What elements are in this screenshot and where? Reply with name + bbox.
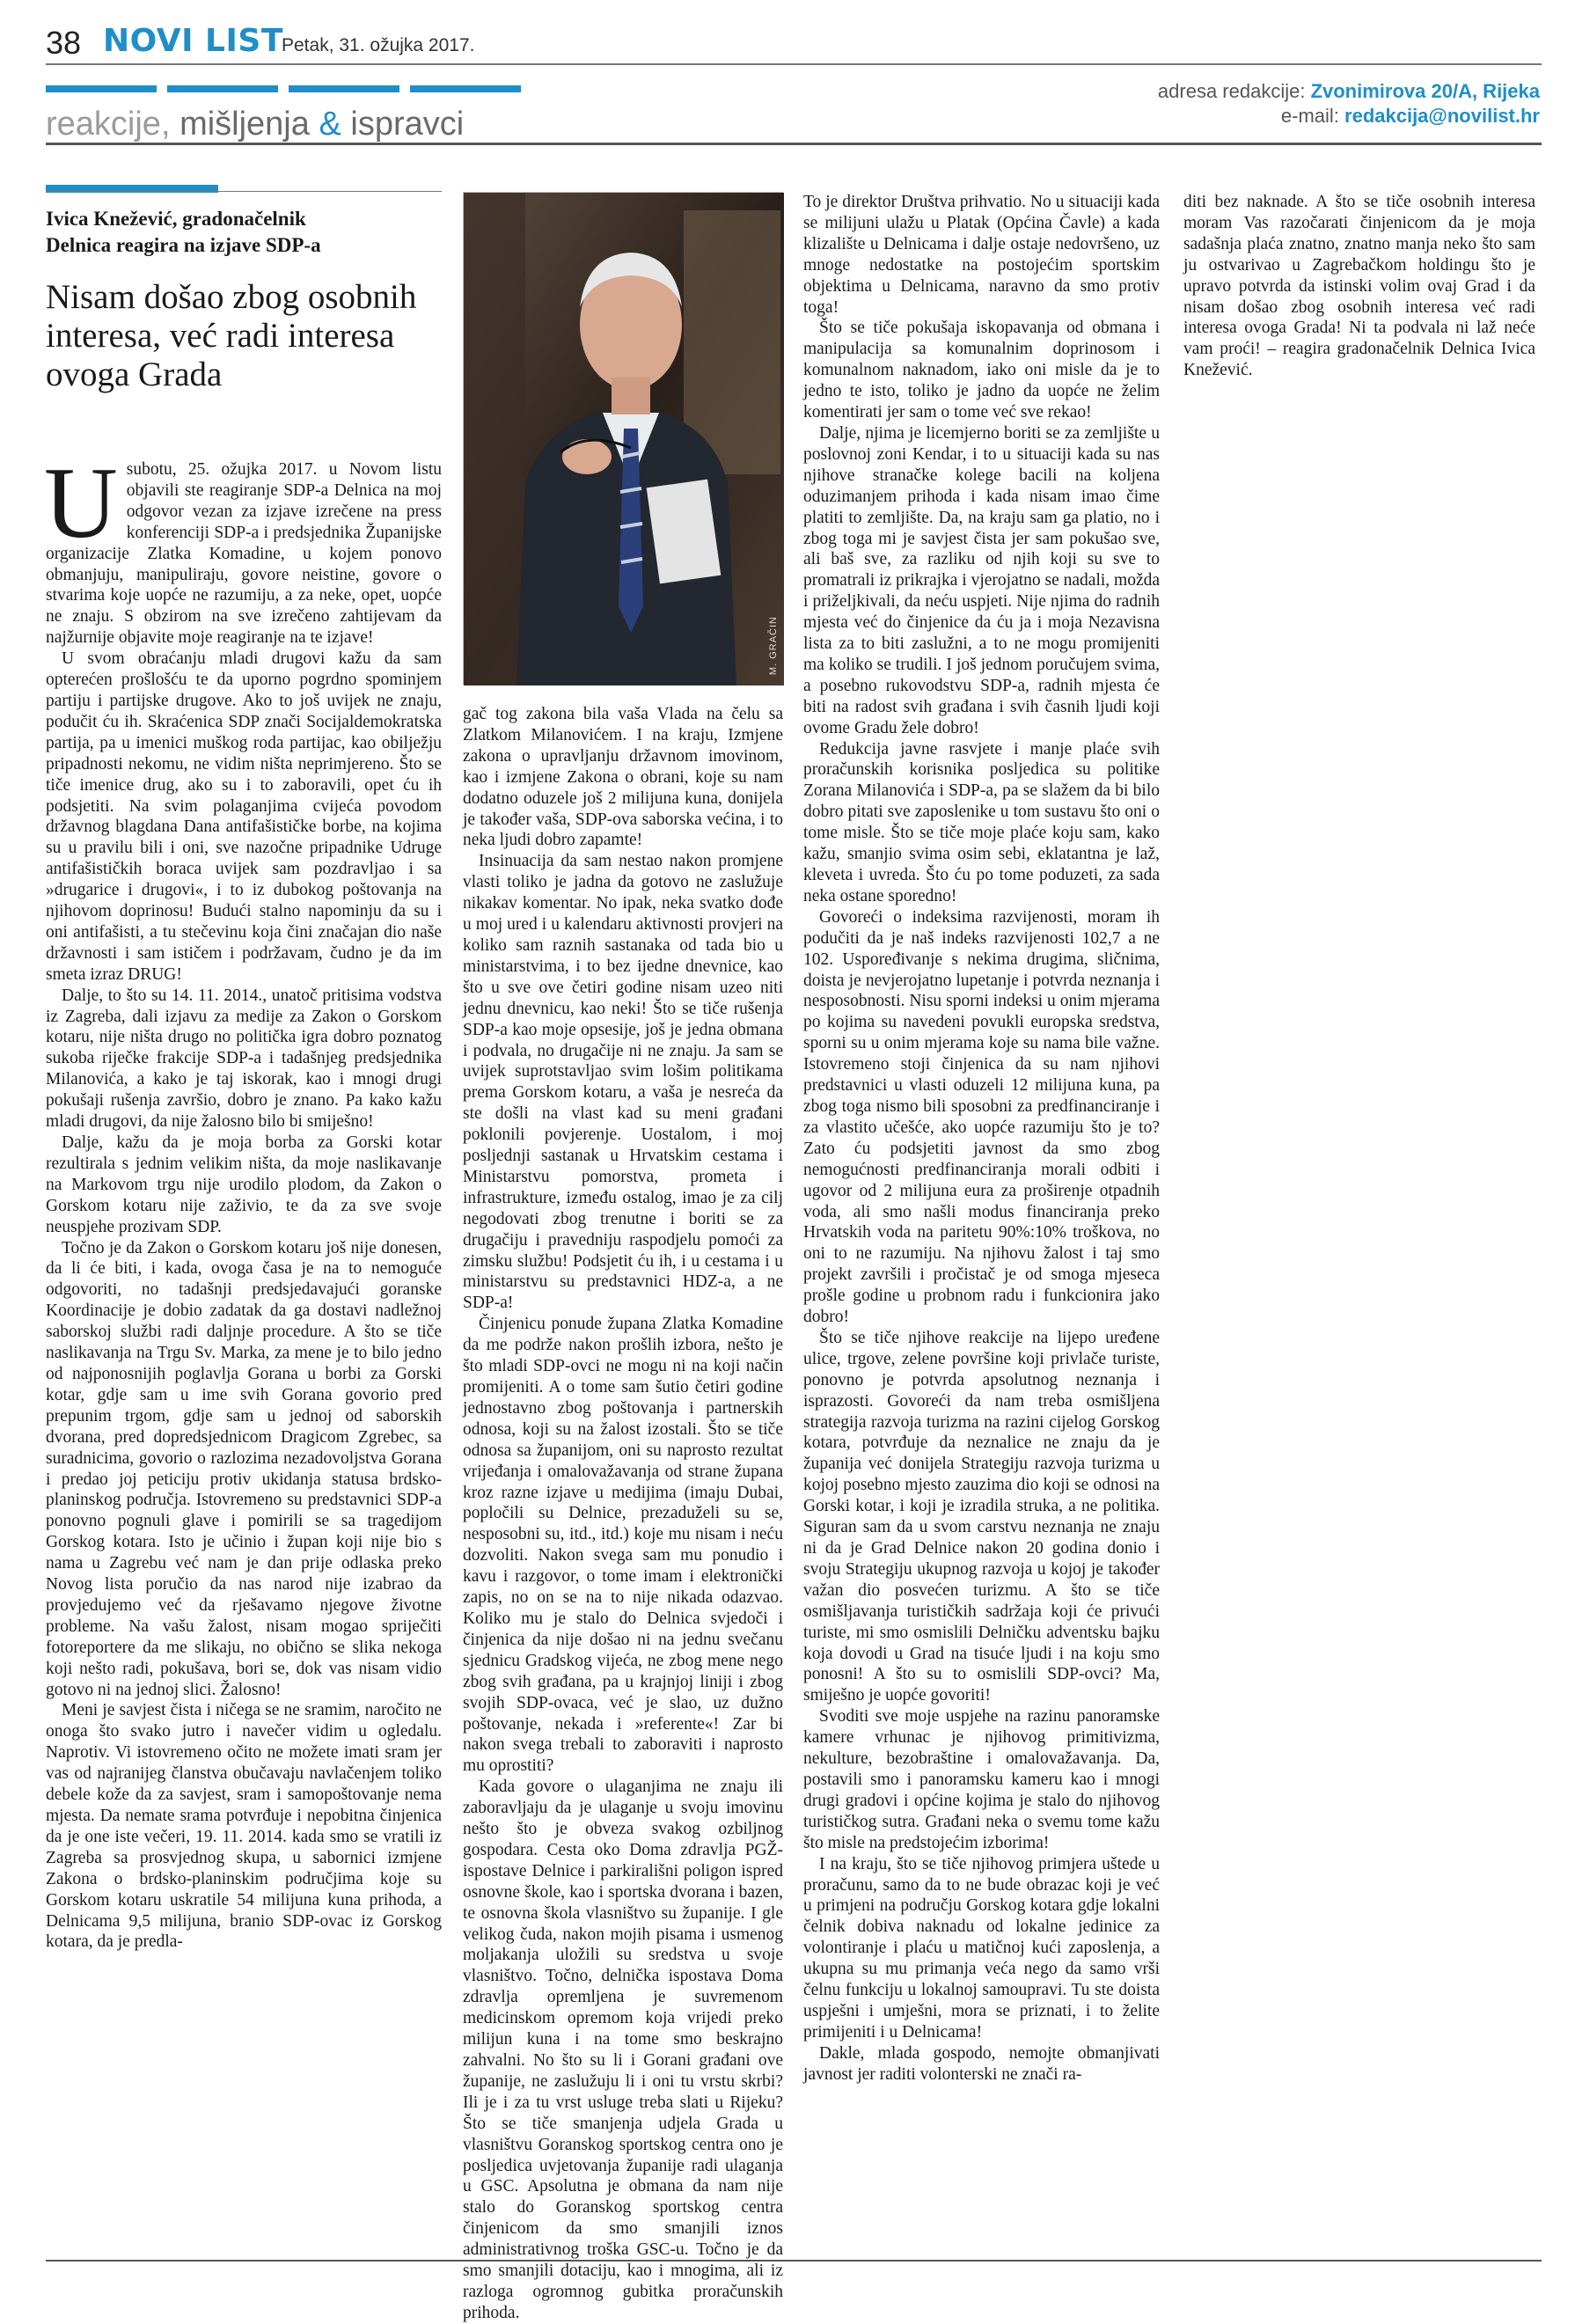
article-paragraph: Što se tiče pokušaja iskopavanja od obmana i manipulacija sa komunalnim doprinosom i komunalnom naknadom, iako oni misle da je to jedno te isto, toliko je jadno da uopće ne želim komentirati jer sam o tome već sve rekao! (803, 319, 1160, 422)
article-paragraph: Kada govore o ulaganjima ne znaju ili zaboravljaju da je ulaganje u svoju imovinu nešto što je obveza svakog ozbiljnog gospodara. Cesta oko Doma zdravlja PGŽ-ispostave Delnice i parkirališni poligon ispred osnovne škole, kao i sportska dvorana i bazen, te osnovna škola vlasništvo su županije. I gle velikog čuda, nakon mojih pisama i usmenog moljakanja uložili su sredstva u svoje vlasništvo. Točno, delnička ispostava Doma zdravlja opremljena je suvremenom medicinskom opremom koja vrijedi preko milijun kuna i na tome smo beskrajno zahvalni. No što su li i Gorani građani ove županije, ne zaslužuju li i oni tu vrstu skrbi? Ili je i za tu vrst usluge treba slati u Rijeku? Što se tiče smanjenja udjela Grada u vlasništvu Goranskog sportskog centra ono je posljedica uvjetovanja županije radi ulaganja u GSC. Apsolutna je obmana da nam nije stalo do Goranskog sportskog centra činjenicom da smo smanjili iznos administrativnog troška GSC-u. Točno je da smo smanjili dotaciju, kao i mnogima, ali iz razloga ogromnog gubitka proračunskih prihoda. (463, 1778, 783, 2322)
article-paragraph: Činjenicu ponude župana Zlatka Komadine da me podrže nakon prošlih izbora, nešto je što mladi SDP-ovci ne mogu ni na koji način promijeniti. A o tome sam šutio četiri godine jednostavno zbog poštovanja i partnerskih odnosa, koji su na žalost izostali. Što se tiče odnosa sa županijom, oni su naprosto rezultat vrijeđanja i omalovažavanja od strane župana kroz razne izjave u medijima (imaju Dubai, popločili su Delnice, prezaduželi su se, nesposobni su, itd., itd.) koje mu nisam i neću dozvoliti. Nakon svega sam mu ponudio i kavu i razgovor, o tome imam i elektronički zapis, no on se na to nije nikada odazvao. Koliko mu je stalo do Delnica svjedoči i činjenica da nije došao ni na jednu svečanu sjednicu Gradskog vijeća, ne zbog mene nego zbog svih građana, pa u krajnjoj liniji i zbog svojih SDP-ovaca, već je slao, uz dužno poštovanje, nekada i »referente«! Zar bi nakon svega trebali to zaboraviti i naprosto mu oprostiti? (463, 1315, 783, 1776)
editorial-contact (1158, 79, 1540, 128)
portrait-illustration (464, 193, 784, 685)
address-value: Zvonimirova 20/A, Rijeka (1310, 80, 1540, 102)
article-paragraph: Dalje, kažu da je moja borba za Gorski kotar rezultirala s jednim velikim ništa, da moje naslikavanje na Markovom trgu nije urodilo plodom, da Zakon o Gorskom kotaru nije zaživio, te da za sve svoje neuspjehe prozivam SDP. (46, 1133, 442, 1236)
section-divider (46, 143, 1542, 145)
article-paragraph: Govoreći o indeksima razvijenosti, moram ih podučiti da je naš indeks razvijenosti 102,7 a ne 102. Uspoređivanje s nekima drugima, sličnima, doista je nevjerojatno lupetanje i potvrda neznanja i nesposobnosti. Nisu sporni indeksi u onim mjerama po kojima su navedeni povukli europska sredstva, sporni su u onim mjerama koje su nama bile važne. Istovremeno stoji činjenica da su nam njihovi predstavnici u vlasti oduzeli 12 milijuna kuna, pa zbog toga nismo bili sposobni za predfinanciranje i za vlastito učešće, ako uopće razumiju što je to? Zato ću podsjetiti javnost da smo zbog nemogućnosti predfinanciranja morali odbiti i ugovor od 2 milijuna eura za proširenje otpadnih voda, ali smo našli modus financiranja preko Hrvatskih voda na paritetu 90%:10% troškova, no oni to ne razumiju. Na njihovu žalost i taj smo projekt završili i pročistač je od smoga mjeseca prošle godine u probnom radu i funkcionira jako dobro! (803, 907, 1160, 1327)
article-paragraph: diti bez naknade. A što se tiče osobnih interesa moram Vas razočarati činjenicom da je moja sadašnja plaća znatno, znatno manja neko što sam ju ostvarivao u Zagrebačkom holdingu što je upravo potvrda da istinski volim ovaj Grad i da nisam došao zbog osobnih interesa već radi interesa ovoga Grada! Ni ta podvala ni laž neće vam proći! – reagira gradonačelnik Delnica Ivica Knežević. (1183, 193, 1535, 380)
article-paragraph: Dakle, mlada gospodo, nemojte obmanjivati javnost jer raditi volonterski ne znači ra- (803, 2043, 1160, 2084)
article-kicker (46, 206, 442, 259)
page-number: 38 (46, 25, 82, 61)
kicker-divider (46, 191, 442, 192)
photo-credit: M. GRAČIN (768, 615, 779, 675)
article-photo (463, 192, 783, 685)
article-column-2 (463, 704, 783, 2324)
article-paragraph: subotu, 25. ožujka 2017. u Novom listu objavili ste reagiranje SDP-a Delnica na moj odgovor vezan za izjave izrečene na press konferenciji SDP-a i predsjednika Županijske organizacije Zlatka Komadine, u kojem ponovo obmanjuju, manipuliraju, govore neistine, govore o stvarima koje uopće ne razumiju, a za neke, opet, uopće ne znaju. S obzirom na sve izrečeno zahtijevam da najžurnije objavite moje reagiranje na te izjave! (46, 460, 442, 648)
article-paragraph: Dalje, to što su 14. 11. 2014., unatoč pritisima vodstva iz Zagreba, dali izjavu za medije za Zakon o Gorskom kotaru, nije ništa drugo no politička igra dobro poznatog sukoba riječke frakcije SDP-a i tadašnjeg predsjednika Milanovića, a kako je taj iskorak, kao i mnogi drugi pokušaji rušenja završio, dobro je znano. Pa kako kažu mladi drugovi, da nije žalosno bilo bi smiješno! (46, 986, 442, 1132)
email-link[interactable]: redakcija@novilist.hr (1344, 105, 1540, 127)
section-accent-bars (46, 85, 538, 94)
article-paragraph: Meni je savjest čista i ničega se ne sramim, naročito ne onoga što svako jutro i navečer vidim u ogledalu. Naprotiv. Vi istovremeno očito ne možete imati sram jer vas od najranijeg članstva obučavaju navlačenjem toliko debele kože da za savjest, sram i samopoštovanje nema mjesta. Da nemate srama potvrđuje i nepobitna činjenica da je one iste večeri, 19. 11. 2014. kada smo se vratili iz Zagreba sa prosvjednog skupa, u sabornici izmjene Zakona o brdsko-planinskim područjima koje su Gorskom kotaru uskratile 54 milijuna kuna prihoda, a Delnicama 9,5 milijuna, branio SDP-ovac iz Gorskog kotara, da je predla- (46, 1701, 442, 1952)
article-paragraph: To je direktor Društva prihvatio. No u situaciji kada se milijuni ulažu u Platak (Općina Čavle) a kada klizalište u Delnicama i dalje ostaje nedovršeno, uz mnoge nedostatke na postojećim sportskim objektima u Delnicama, naravno da smo protiv toga! (803, 193, 1160, 317)
section-title-amp: & (319, 106, 341, 143)
article-paragraph: gač tog zakona bila vaša Vlada na čelu sa Zlatkom Milanovićem. I na kraju, Izmjene zakona o upravljanju državnom imovinom, kao i izmjene Zakona o obrani, koje su nam dodatno oduzele još 2 milijuna kuna, donijela je također vaša, SDP-ova saborska većina, i to neka ljudi dobro zapamte! (463, 705, 783, 850)
article-paragraph: Što se tiče njihove reakcije na lijepo uređene ulice, trgove, zelene površine koji privlače turiste, ponovno je potvrda apsolutnog neznanja i isprazosti. Govoreći da nam treba osmišljena strategija razvoja turizma na razini cijelog Gorskog kotara, potvrđuje da neznalice ne znaju da je županija već donijela Strategiju razvoja turizma u kojoj posebno mjesto zauzima dio koji se odnosi na Gorski kotar, i koji je izradila struka, a ne politika. Siguran sam da u svom carstvu neznanja ne znaju ni da je Grad Delnice nakon 20 godina donio i svoju Strategiju ukupnog razvoja u kojoj je također važan dio posvećen turizmu. A što se tiče osmišljavanja turističkih sadržaja koji će privući turiste, mi smo osmislili Delničku adventsku bajku koja dovodi u Grad na tisuće ljudi i na koju smo ponosni! A što su to osmislili SDP-ovci? Ma, smiješno je uopće govoriti! (803, 1328, 1160, 1705)
masthead-bar (46, 25, 1542, 65)
drop-cap: U (44, 447, 118, 560)
article-paragraph: Svoditi sve moje uspjehe na razinu panoramske kamere vrhunac je njihovog primitivizma, nekulture, bezobraštine i omalovažavanja. Da, postavili smo i panoramsku kameru kao i mnogi drugi gradovi i općine kojima je stalo do njihovog turističkog sutra. Građani neka o svemu tome kažu što misle na predstojećim izborima! (803, 1707, 1160, 1852)
section-title-part1: reakcije, (46, 106, 171, 143)
header-divider (46, 63, 1542, 65)
newspaper-logo: NOVI LIST (103, 23, 283, 59)
article-headline: Nisam došao zbog osobnih interesa, već radi interesa ovoga Grada (46, 278, 417, 393)
article-paragraph: U svom obraćanju mladi drugovi kažu da sam opterećen prošlošću te da uporno pogrdno spominjem partiju i partijske drugove. Ako to još uvijek ne znaju, podučit ću ih. Skraćenica SDP znači Socijaldemokratska partija, pa u imenici muškog roda partijac, kao obilježju pripadnosti nekomu, ne vidim ništa neprimjereno. Što se tiče imenice drug, ako su i to zaboravili, opet ću ih podsjetiti. Na svim polaganjima cvijeća povodom državnog blagdana Dana antifašističke borbe, na kojima su u pravilu bili i oni, sve nazočne pripadnike Udruge antifašističkih boraca uvijek sam pozdravljao i sa »drugarice i drugovi«, i to iz dubokog poštovanja na njihovom doprinosu! Budući stalno napominju da su i oni antifašisti, a tu stečevinu koja čini značajan dio naše državnosti i sam ističem i podržavam, čudno je da im smeta izraz DRUG! (46, 649, 442, 984)
article-paragraph: Insinuacija da sam nestao nakon promjene vlasti toliko je jadna da gotovo ne zaslužuje nikakav komentar. No ipak, neka svatko dođe u moj ured i u kalendaru aktivnosti provjeri na koliko sam raznih sastanaka od tada bio u ministarstvima, i to bez ijedne dnevnice, kao što u sve ove četiri godine nisam uzeo niti jednu dnevnicu, kao neki! Što se tiče rušenja SDP-a kao moje opsesije, još je jedna obmana i podvala, no drugačije ni ne znaju. Ja sam se uvijek suprotstavljao svim lošim politikama prema Gorskom kotaru, a vaša je nesreća da ste došli na vlast kad su meni građani poklonili povjerenje. Uostalom, i moj posljednji sastanak u Hrvatskim cestama i Ministarstvu pomorstva, prometa i infrastrukture, između ostalog, imao je za cilj negodovati zbog trenutne i boriti se za drugačiju i pravedniju raspodjelu pomoći za zimsku službu! Podsjetit ću ih, i u cestama i u ministarstvu su predstavnici HDZ-a, a ne SDP-a! (463, 852, 783, 1313)
article-paragraph: Redukcija javne rasvjete i manje plaće svih proračunskih korisnika posljedica su politike Zorana Milanovića i SDP-a, pa se slažem da bi bilo dobro pitati sve zaposlenike u tom sustavu što oni o tome misle. Što se tiče moje plaće koju sam, kako kažu, smanjio svima osim sebi, eklatantna je laž, kleveta i uvreda. Što ću po tome poduzeti, za sada neka ostane sporedno! (803, 739, 1160, 905)
article-paragraph: Dalje, njima je licemjerno boriti se za zemljište u poslovnoj zoni Kendar, i to u situaciji kada su nas njihove stranačke kolege bacili na koljena oduzimanjem prihoda i kada nisam imao čime platiti to zemljište. Da, na kraju sam ga platio, no i zbog toga mi je savjest čista jer sam pokušao sve, ali baš sve, za razliku od njih koji su sve to promatrali iz prikrajka i vjerojatno se nadali, možda i priželjkivali, da neću uspjeti. Nije njima do radnih mjesta već do činjenice da ću ja i moja Nezavisna lista za to biti zaslužni, a to ne mogu promijeniti ma koliko se trudili. I još jednom poručujem svima, a posebno rukovodstvu SDP-a, radnih mjesta će biti na radost svih građana i svih časnih ljudi koji ovome Gradu žele dobro! (803, 423, 1161, 737)
article-column-3 (803, 192, 1160, 2086)
article-column-1 (44, 447, 442, 1953)
issue-date: Petak, 31. ožujka 2017. (282, 35, 475, 55)
kicker-line-2: Delnica reagira na izjave SDP-a (46, 234, 321, 256)
article-column-4 (1183, 192, 1535, 381)
email-label: e-mail: (1280, 105, 1345, 127)
article-paragraph: I na kraju, što se tiče njihovog primjera uštede u proračunu, samo da to ne bude obrazac koji je već u primjeni na području Gorskog kotara gdje lokalni čelnik dobiva naknadu od lokalne jedinice za volontiranje i plaću u matičnoj kući zaposlenja, a ukupna su mu primanja veća nego da samo vrši čelnu funkciju u lokalnoj samoupravi. Tu ste doista uspješni i umješni, mora se priznati, i to želite primijeniti i u Delnicama! (803, 1854, 1160, 2042)
address-label: adresa redakcije: (1157, 80, 1311, 102)
footer-divider (46, 2260, 1542, 2262)
article-paragraph: Točno je da Zakon o Gorskom kotaru još nije donesen, da li će biti, i kada, ovoga časa je na to nemoguće odgovoriti, no tadašnji predsjedavajući goranske Koordinacije je dobio zadatak da ga dostavi nadležnoj saborskoj službi radi daljnje procedure. A što se tiče naslikavanja na Trgu Sv. Marka, za mene je to bilo jedno od najponosnijih poglavlja Gorana u borbi za Gorski kotar, gdje sam u ime svih Gorana govorio pred prepunim trgom, gdje sam u jednoj od saborskih dvorana, pred dopredsjednicom Dragicom Zgrebec, sa suradnicima, govorio o razlozima nezadovoljstva Gorana i predao joj peticiju protiv ukidanja statusa brdsko-planinskog područja. Istovremeno su predstavnici SDP-a ponovno pognuli glave i pomirili se sa tragedijom Gorskog kotara. Isto je učinio i župan koji nije bio s nama u Zagrebu već nam je dan prije odlaska preko Novog lista poručio da nas narod nije izabrao da provjedujemo već da rješavamo njegove životne probleme. Na vašu žalost, nisam mogao spriječiti fotoreportere da me slikaju, no obično se slika nekoga koji nešto radi, pokušava, bori se, dok vas nisam vidio gotovo ni na jednoj slici. Žalosno! (46, 1238, 442, 1699)
section-title-part2: mišljenja (179, 106, 310, 143)
kicker-line-1: Ivica Knežević, gradonačelnik (46, 208, 306, 230)
section-title (46, 106, 464, 143)
section-title-part3: ispravci (350, 106, 465, 143)
